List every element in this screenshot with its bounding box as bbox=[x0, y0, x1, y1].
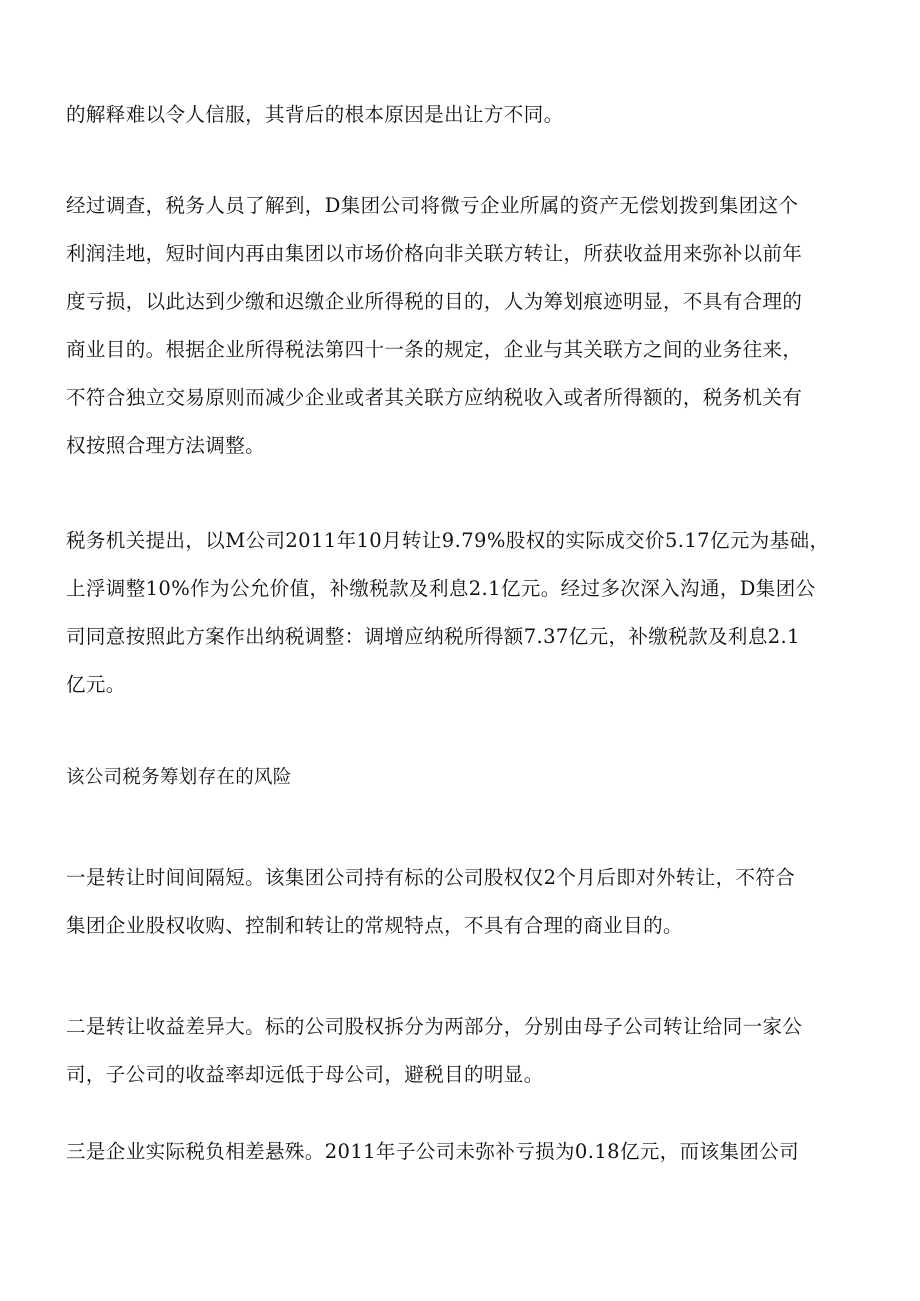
paragraph-1-line-3: 商业目的。根据企业所得税法第四十一条的规定，企业与其关联方之间的业务往来， bbox=[66, 338, 803, 361]
paragraph-3-line-0: 一是转让时间间隔短。该集团公司持有标的公司股权仅2个月后即对外转让，不符合 bbox=[66, 866, 796, 889]
paragraph-4-line-1: 司，子公司的收益率却远低于母公司，避税目的明显。 bbox=[66, 1063, 544, 1086]
paragraph-0-line-0: 的解释难以令人信服，其背后的根本原因是出让方不同。 bbox=[66, 103, 564, 126]
paragraph-5-line-0: 三是企业实际税负相差悬殊。2011年子公司未弥补亏损为0.18亿元，而该集团公司 bbox=[66, 1140, 800, 1163]
paragraph-4-line-0: 二是转让收益差异大。标的公司股权拆分为两部分，分别由母子公司转让给同一家公 bbox=[66, 1015, 803, 1038]
paragraph-1-line-2: 度亏损，以此达到少缴和迟缴企业所得税的目的，人为筹划痕迹明显，不具有合理的 bbox=[66, 290, 803, 313]
paragraph-1-line-4: 不符合独立交易原则而减少企业或者其关联方应纳税收入或者所得额的，税务机关有 bbox=[66, 386, 803, 409]
paragraph-2-line-2: 司同意按照此方案作出纳税调整：调增应纳税所得额7.37亿元，补缴税款及利息2.1 bbox=[66, 625, 800, 648]
paragraph-1-line-1: 利润洼地，短时间内再由集团以市场价格向非关联方转让，所获收益用来弥补以前年 bbox=[66, 242, 803, 265]
paragraph-1-line-5: 权按照合理方法调整。 bbox=[66, 434, 266, 457]
paragraph-2-line-3: 亿元。 bbox=[66, 673, 126, 696]
section-heading: 该公司税务筹划存在的风险 bbox=[66, 767, 292, 788]
paragraph-2-line-0: 税务机关提出，以M公司2011年10月转让9.79%股权的实际成交价5.17亿元为基础， bbox=[66, 529, 830, 552]
paragraph-1-line-0: 经过调查，税务人员了解到，D集团公司将微亏企业所属的资产无偿划拨到集团这个 bbox=[66, 194, 799, 217]
paragraph-2-line-1: 上浮调整10%作为公允价值，补缴税款及利息2.1亿元。经过多次深入沟通，D集团公 bbox=[66, 577, 816, 600]
paragraph-3-line-1: 集团企业股权收购、控制和转让的常规特点，不具有合理的商业目的。 bbox=[66, 914, 683, 937]
